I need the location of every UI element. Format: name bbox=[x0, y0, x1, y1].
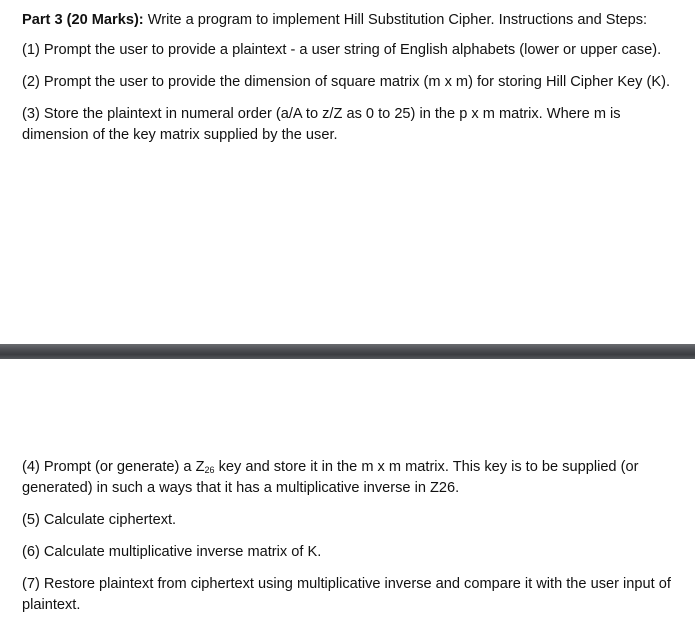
step-4-suffix: key and store it in the m x m matrix. This key is to be supplied (or generated) in such a ways that it has a multiplicative inverse in Z26. bbox=[22, 459, 639, 496]
assignment-title bbox=[22, 10, 676, 31]
page-break-divider bbox=[0, 344, 695, 359]
step-4-text bbox=[22, 457, 676, 499]
step-3-text: (3) Store the plaintext in numeral order (a/A to z/Z as 0 to 25) in the p x m matrix. Where m is dimension of the key matrix supplied by the user. bbox=[22, 106, 621, 143]
step-4-prefix: (4) Prompt (or generate) a Z bbox=[22, 459, 205, 475]
step-1-text: (1) Prompt the user to provide a plaintext - a user string of English alphabets (lower or upper case). bbox=[22, 42, 662, 58]
page-bottom-section bbox=[0, 457, 695, 627]
step-7-text: (7) Restore plaintext from ciphertext using multiplicative inverse and compare it with the user input of plaintext. bbox=[22, 576, 671, 613]
title-marks-label: Part 3 (20 Marks): bbox=[22, 12, 144, 28]
title-description: Write a program to implement Hill Substitution Cipher. Instructions and Steps: bbox=[143, 12, 648, 28]
page-top-section bbox=[0, 10, 695, 157]
step-2-text: (2) Prompt the user to provide the dimension of square matrix (m x m) for storing Hill Cipher Key (K). bbox=[22, 74, 671, 90]
step-4-subscript: 26 bbox=[204, 465, 215, 475]
step-6-text: (6) Calculate multiplicative inverse matrix of K. bbox=[22, 544, 322, 560]
step-5-text: (5) Calculate ciphertext. bbox=[22, 512, 177, 528]
